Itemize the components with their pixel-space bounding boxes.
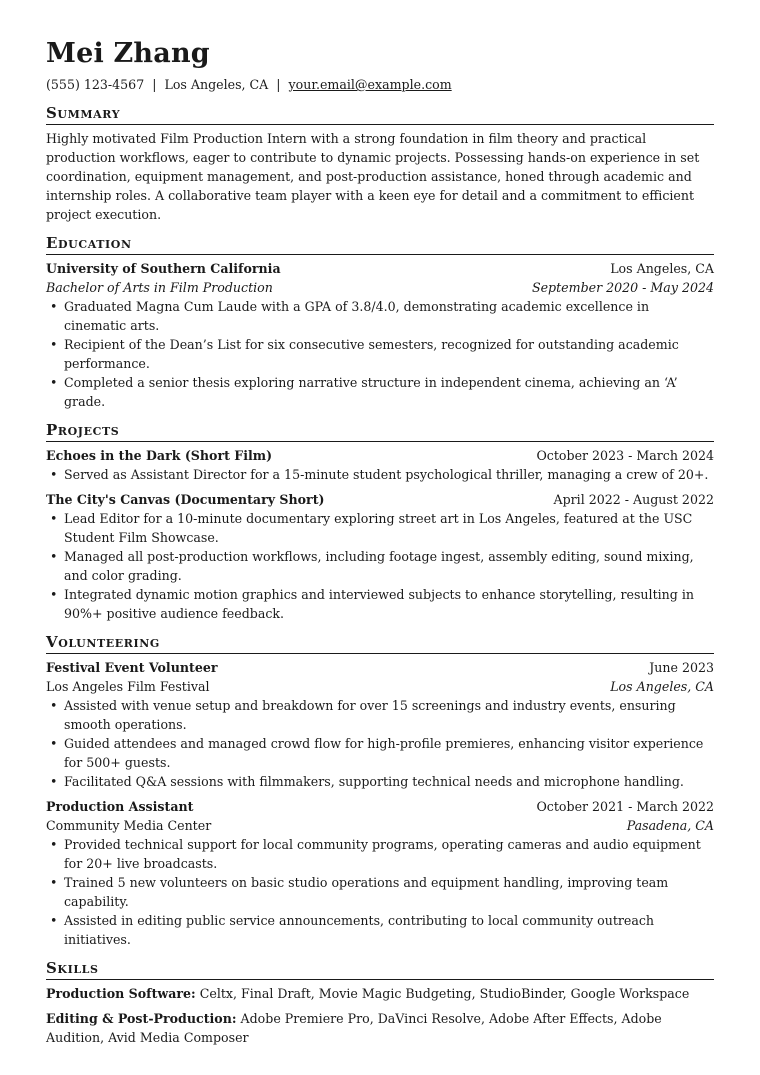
bullet-item: • Served as Assistant Director for a 15-minute student psychological thriller, managing a crew of 20+. (46, 465, 714, 484)
project-name: The City's Canvas (Documentary Short) (46, 492, 325, 507)
project-bullets (46, 465, 714, 484)
project-entry (46, 446, 714, 484)
education-dates: September 2020 - May 2024 (531, 280, 714, 295)
bullet-item: • Provided technical support for local community programs, operating cameras and audio equipment for 20+ live broadcasts. (46, 835, 714, 873)
section-title-skills: Skills (46, 959, 714, 980)
education-bullets (46, 297, 714, 411)
volunteer-org: Los Angeles Film Festival (46, 679, 210, 694)
section-title-summary: Summary (46, 104, 714, 125)
volunteer-entry (46, 658, 714, 791)
skills-section (46, 959, 714, 1047)
volunteer-org: Community Media Center (46, 818, 212, 833)
bullet-item: • Managed all post-production workflows, including footage ingest, assembly editing, sound mixing, and color grading. (46, 547, 714, 585)
school-location: Los Angeles, CA (610, 261, 714, 276)
volunteer-org-row (46, 677, 714, 696)
bullet-item: • Assisted with venue setup and breakdown for over 15 screenings and industry events, ensuring smooth operations. (46, 696, 714, 734)
skill-value: Adobe Premiere Pro, DaVinci Resolve, Adobe After Effects, Adobe Audition, Avid Media Composer (46, 1011, 662, 1045)
bullet-item: • Lead Editor for a 10-minute documentary exploring street art in Los Angeles, featured at the USC Student Film Showcase. (46, 509, 714, 547)
volunteer-org-row (46, 816, 714, 835)
skill-line (46, 1009, 714, 1047)
summary-section (46, 104, 714, 224)
volunteer-bullets (46, 696, 714, 791)
volunteer-bullets (46, 835, 714, 949)
project-entry (46, 490, 714, 623)
school-name: University of Southern California (46, 261, 281, 276)
bullet-item: • Integrated dynamic motion graphics and interviewed subjects to enhance storytelling, resulting in 90%+ positive audience feedback. (46, 585, 714, 623)
skill-line (46, 984, 714, 1003)
volunteer-location: Los Angeles, CA (610, 679, 714, 694)
volunteer-dates: October 2021 - March 2022 (536, 799, 714, 814)
volunteer-header-row (46, 797, 714, 816)
project-dates: October 2023 - March 2024 (536, 448, 714, 463)
location: Los Angeles, CA (164, 77, 269, 92)
volunteer-location: Pasadena, CA (626, 818, 714, 833)
candidate-name: Mei Zhang (46, 38, 210, 69)
skill-value: Celtx, Final Draft, Movie Magic Budgeting, StudioBinder, Google Workspace (199, 986, 690, 1001)
project-header-row (46, 490, 714, 509)
bullet-item: • Graduated Magna Cum Laude with a GPA of 3.8/4.0, demonstrating academic excellence in cinematic arts. (46, 297, 714, 335)
bullet-item: • Recipient of the Dean’s List for six consecutive semesters, recognized for outstanding academic performance. (46, 335, 714, 373)
section-title-volunteering: Volunteering (46, 633, 714, 654)
separator: | (276, 77, 281, 92)
bullet-item: • Assisted in editing public service announcements, contributing to local community outreach initiatives. (46, 911, 714, 949)
section-title-education: Education (46, 234, 714, 255)
project-name: Echoes in the Dark (Short Film) (46, 448, 273, 463)
volunteer-header-row (46, 658, 714, 677)
section-title-projects: Projects (46, 421, 714, 442)
education-section (46, 234, 714, 411)
education-header-row (46, 259, 714, 278)
volunteer-role: Production Assistant (46, 799, 194, 814)
education-entry (46, 259, 714, 411)
skill-label: Editing & Post-Production: (46, 1011, 237, 1026)
project-bullets (46, 509, 714, 623)
education-degree-row (46, 278, 714, 297)
bullet-item: • Trained 5 new volunteers on basic studio operations and equipment handling, improving team capability. (46, 873, 714, 911)
project-dates: April 2022 - August 2022 (553, 492, 714, 507)
degree: Bachelor of Arts in Film Production (46, 280, 273, 295)
bullet-item: • Facilitated Q&A sessions with filmmakers, supporting technical needs and microphone handling. (46, 772, 714, 791)
project-header-row (46, 446, 714, 465)
bullet-item: • Completed a senior thesis exploring narrative structure in independent cinema, achieving an ‘A’ grade. (46, 373, 714, 411)
summary-text: Highly motivated Film Production Intern with a strong foundation in film theory and practical production workflows, eager to contribute to dynamic projects. Possessing hands-on experience in set coordination, equipment management, and post-production assistance, honed through academic and internship roles. A collaborative team player with a keen eye for detail and a commitment to efficient project execution. (46, 131, 700, 222)
skill-label: Production Software: (46, 986, 196, 1001)
volunteer-dates: June 2023 (649, 660, 714, 675)
volunteer-entry (46, 797, 714, 949)
phone-number: (555) 123-4567 (46, 77, 145, 92)
projects-section (46, 421, 714, 623)
bullet-item: • Guided attendees and managed crowd flow for high-profile premieres, enhancing visitor experience for 500+ guests. (46, 734, 714, 772)
separator: | (152, 77, 157, 92)
volunteering-section (46, 633, 714, 949)
contact-line (46, 76, 714, 94)
volunteer-role: Festival Event Volunteer (46, 660, 218, 675)
email-link[interactable]: your.email@example.com (288, 77, 452, 92)
